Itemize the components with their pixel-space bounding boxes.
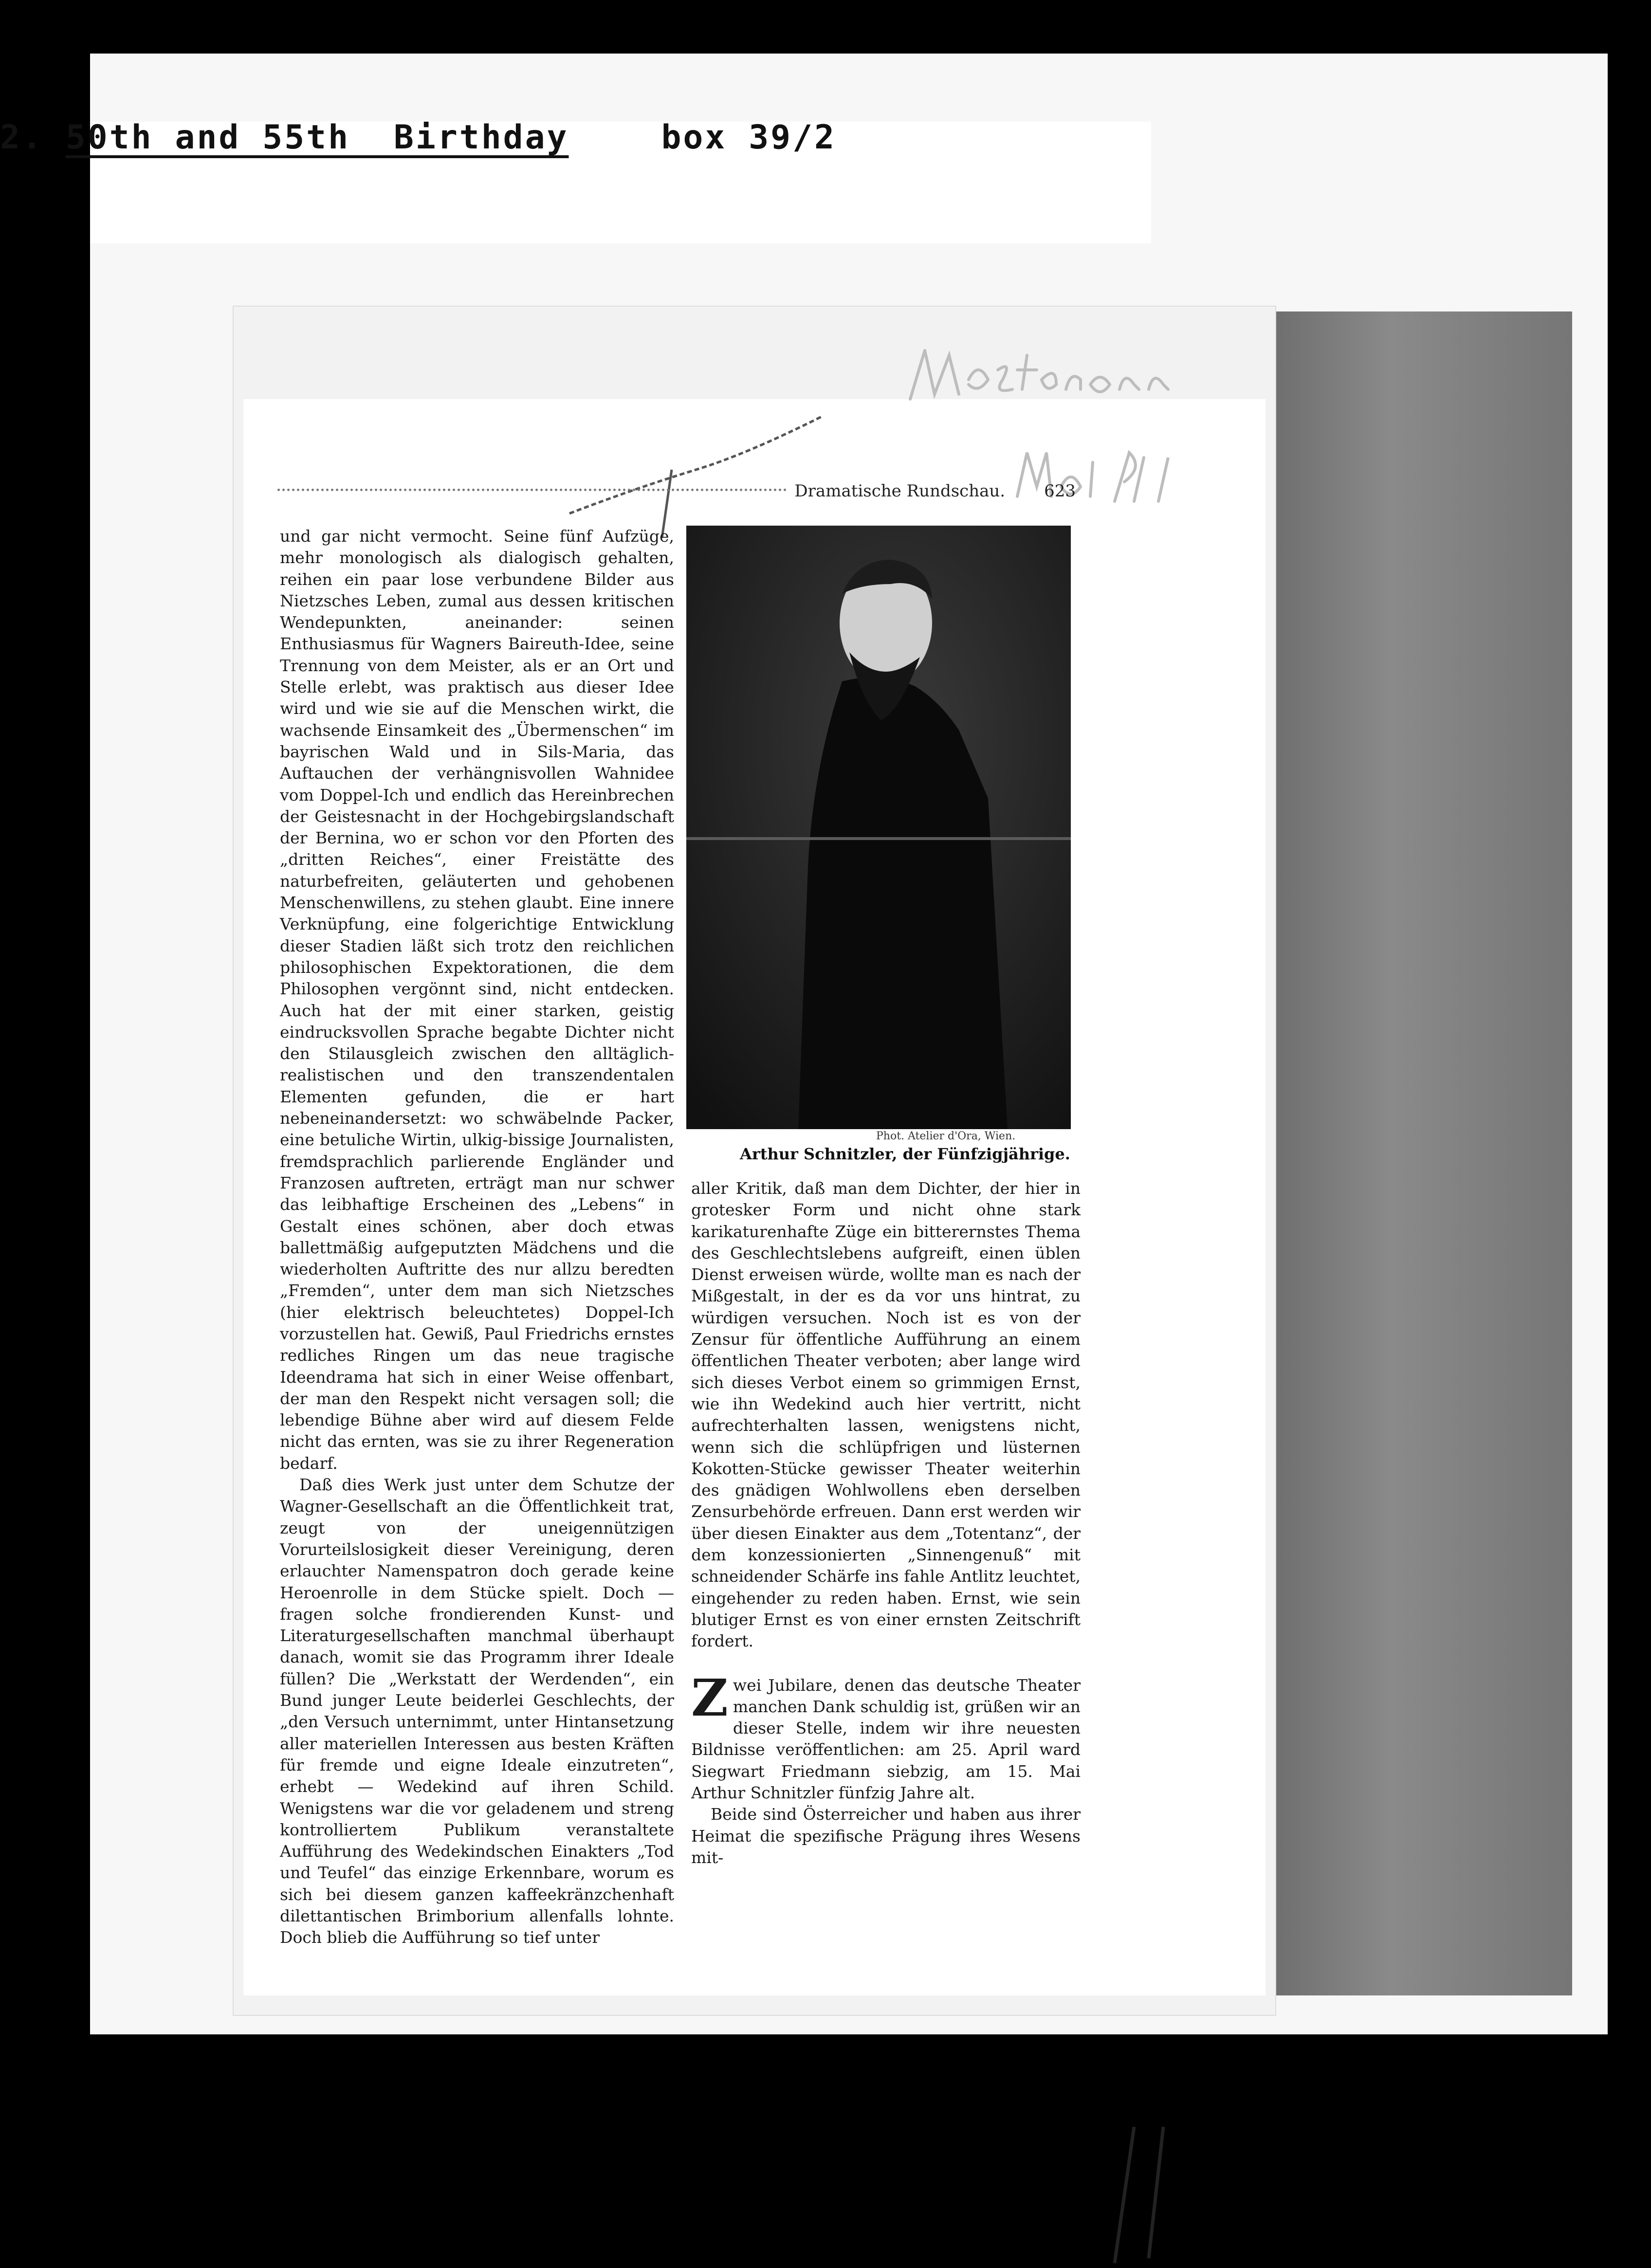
header-prefix: 2.	[0, 118, 44, 157]
pen-mark	[1105, 2122, 1183, 2268]
right-column	[691, 1178, 1081, 1868]
portrait-photo	[686, 526, 1071, 1129]
running-head-rule	[277, 489, 787, 491]
photo-caption: Arthur Schnitzler, der Fünfzigjährige.	[740, 1145, 1070, 1163]
background-board	[1270, 311, 1572, 1995]
right-paragraph-2-text: wei Jubilare, denen das deutsche Theater manchen Dank schuldig ist, grüßen wir an dieser Stelle, indem wir ihre neuesten Bildnisse veröffentlichen: am 25. April ward Siegwart Friedmann siebzig, am 15. Mai Arthur Schnitzler fünfzig Jahre alt.	[691, 1675, 1081, 1803]
header-title: 50th and 55th Birthday	[65, 118, 569, 157]
portrait-figure	[686, 526, 1071, 1129]
left-paragraph-1: und gar nicht vermocht. Seine fünf Aufzüge, mehr monologisch als dialogisch gehalten, reihen ein paar lose verbundene Bilder aus Nietzsches Leben, zumal aus dessen kritischen Wendepunkten, aneinander: seinen Enthusiasmus für Wagners Baireuth-Idee, seine Trennung von dem Meister, als er an Ort und Stelle erlebt, was praktisch aus dieser Idee wird und wie sie auf die Menschen wirkt, die wachsende Einsamkeit des „Übermenschen“ im bayrischen Wald und in Sils-Maria, das Auftauchen der verhängnisvollen Wahnidee vom Doppel-Ich und endlich das Hereinbrechen der Geistesnacht in der Hochgebirgslandschaft der Bernina, wo er schon vor den Pforten des „dritten Reiches“, einer Freistätte des naturbefreiten, geläuterten und gehobenen Menschenwillens, zu stehen glaubt. Eine innere Verknüpfung, eine folgerichtige Entwicklung dieser Stadien läßt sich trotz den reichlichen philosophischen Expektorationen, die dem Philosophen vergönnt sind, nicht entdecken. Auch hat der mit einer starken, geistig eindrucksvollen Sprache begabte Dichter nicht den Stilausgleich zwischen den alltäglich-realistischen und den transzendentalen Elementen gefunden, die er hart nebeneinandersetzt: wo schwäbelnde Packer, eine betuliche Wirtin, ulkig-bissige Journalisten, fremdsprachlich parlierende Engländer und Franzosen auftreten, erträgt man nur schwer das leibhaftige Erscheinen des „Lebens“ in Gestalt eines schönen, aber doch etwas ballettmäßig aufgeputzten Mädchens und die wiederholten Auftritte des nur allzu beredten „Fremden“, unter dem man sich Nietzsches (hier elektrisch beleuchtetes) Doppel-Ich vorzustellen hat. Gewiß, Paul Friedrichs ernstes redliches Ringen um das neue tragische Ideendrama hat sich in einer Weise offenbart, der man den Respekt nicht versagen soll; die lebendige Bühne aber wird auf diesem Felde nicht das ernten, was sie zu ihrer Regeneration bedarf.	[280, 527, 674, 1473]
header-box-number: box 39/2	[661, 118, 836, 157]
right-paragraph-3: Beide sind Österreicher und haben aus ihrer Heimat die spezifische Prägung ihres Wesens mit-	[691, 1805, 1081, 1867]
right-paragraph-1: aller Kritik, daß man dem Dichter, der hier in grotesker Form und nicht ohne stark karikaturenhafte Züge ein bitterernstes Thema des Geschlechtslebens aufgreift, einen üblen Dienst erweisen würde, wollte man es nach der Mißgestalt, in der es da vor uns hintrat, zu würdigen versuchen. Noch ist es von der Zensur für öffentliche Aufführung an einem öffentlichen Theater verboten; aber lange wird sich dieses Verbot einem so grimmigen Ernst, wie ihn Wedekind auch hier vertritt, nicht aufrechterhalten lassen, wenigstens nicht, wenn sich die schlüpfrigen und lüsternen Kokotten-Stücke gewisser Theater weiterhin des gnädigen Wohlwollens eben derselben Zensurbehörde erfreuen. Dann erst werden wir über diesen Einakter aus dem „Totentanz“, der dem konzessionierten „Sinnengenuß“ mit schneidender Schärfe ins fahle Antlitz leuchtet, eingehender zu reden haben. Ernst, wie sein blutiger Ernst es von einer ernsten Zeitschrift fordert.	[691, 1179, 1081, 1651]
right-paragraph-2	[691, 1667, 1081, 1804]
archive-header	[0, 118, 836, 157]
left-column	[280, 526, 674, 1949]
left-paragraph-2: Daß dies Werk just unter dem Schutze der Wagner-Gesellschaft an die Öffentlichkeit trat, zeugt von der uneigennützigen Vorurteilslosigkeit dieser Vereinigung, deren erlauchter Namenspatron doch gerade keine Heroenrolle in dem Stücke spielt. Doch — fragen solche frondierenden Kunst- und Literaturgesellschaften manchmal überhaupt danach, womit sie das Programm ihrer Ideale füllen? Die „Werkstatt der Werdenden“, ein Bund junger Leute beiderlei Geschlechts, der „den Versuch unternimmt, unter Hintansetzung aller materiellen Interessen aus besten Kräften für fremde und eigne Ideale einzutreten“, erhebt — Wedekind auf ihren Schild. Wenigstens war die vor geladenem und streng kontrolliertem Publikum veranstaltete Aufführung des Wedekindschen Einakters „Tod und Teufel“ das einzige Erkennbare, worum es sich bei diesem ganzen kaffeekränzchenhaft dilettantischen Brimborium allenfalls lohnte. Doch blieb die Aufführung so tief unter	[280, 1475, 674, 1947]
page-number: 623	[1044, 481, 1076, 501]
running-head-title: Dramatische Rundschau.	[794, 481, 1006, 501]
drop-cap: Z	[691, 1667, 728, 1728]
photo-credit: Phot. Atelier d'Ora, Wien.	[876, 1130, 1016, 1142]
running-head	[277, 479, 1076, 503]
